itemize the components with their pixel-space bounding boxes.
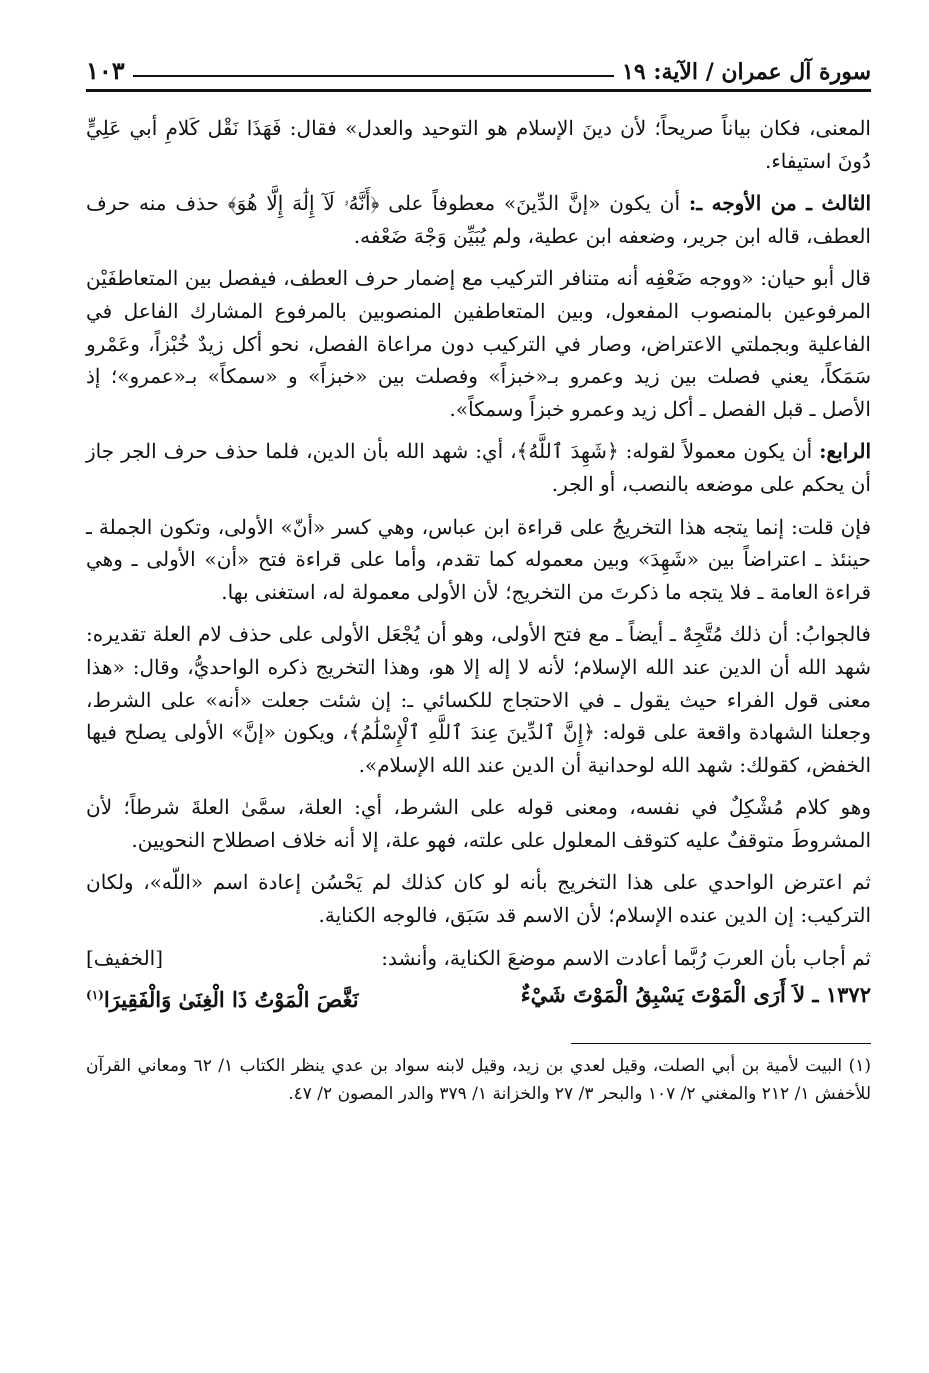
running-header	[86, 48, 871, 92]
paragraph-lead: الرابع:	[819, 439, 872, 464]
footnote-text: البيت لأمية بن أبي الصلت، وقيل لعدي بن زيد، وقيل لابنه سواد بن عدي ينظر الكتاب ١/ ٦٢ ومعاني القرآن للأخفش ١/ ٢١٢ والمغني ٢/ ١٠٧ والبحر ٣/ ٢٧ والخزانة ١/ ٣٧٩ والدر المصون ٢/ ٤٧.	[86, 1056, 871, 1105]
paragraph-text: ثم أجاب بأن العربَ رُبَّما أعادت الاسم موضعَ الكناية، وأنشد:	[381, 945, 871, 970]
paragraph-8	[86, 866, 871, 931]
paragraph-2	[86, 187, 871, 252]
verse-hemistich-2: نَغَّصَ الْمَوْتُ ذَا الْغِنَىٰ وَالْفَقِيرَا	[103, 987, 359, 1013]
paragraph-text: ثم اعترض الواحدي على هذا التخريج بأنه لو كان كذلك لم يَحْسُن إعادة اسم «اللّه»، ولكان التركيب: إن الدين عنده الإسلام؛ لأن الاسم قد سَبَق، فالوجه الكناية.	[86, 870, 871, 928]
header-rule	[133, 75, 614, 77]
verse-number: ١٣٧٢ ـ	[812, 982, 871, 1008]
surah-title: سورة آل عمران / الآية: ١٩	[622, 59, 871, 85]
page-number: ١٠٣	[86, 56, 125, 85]
verse-left	[86, 978, 359, 1017]
paragraph-text: وهو كلام مُشْكِلٌ في نفسه، ومعنى قوله على الشرط، أي: العلة، سمَّىٰ العلةَ شرطاً؛ لأن المشروطَ متوقفٌ عليه كتوقف المعلول على علته، فهو علة، إلا أنه خلاف اصطلاح النحويين.	[86, 795, 871, 852]
verse-right	[521, 978, 871, 1017]
poetic-meter: [الخفيف]	[86, 945, 164, 970]
paragraph-text: أن يكون «إنَّ الدِّينَ» معطوفاً على ﴿أَنَّهُۥ لَآ إِلَٰهَ إِلَّا هُوَ﴾ حذف منه حرف العطف، قاله ابن جرير، وضعفه ابن عطية، ولم يُبَيِّن وَجْهَ ضَعْفه.	[86, 191, 871, 248]
footnote	[86, 1052, 871, 1108]
paragraph-text: المعنى، فكان بياناً صريحاً؛ لأن دينَ الإسلام هو التوحيد والعدل» فقال: فَهَذَا نَقْل كَلامِ أبي عَلِيٍّ دُونَ استيفاء.	[86, 116, 871, 173]
paragraph-text: فإن قلت: إنما يتجه هذا التخريجُ على قراءة ابن عباس، وهي كسر «أنّ» الأولى، وتكون الجملة ـ حينئذ ـ اعتراضاً بين «شَهِدَ» وبين معموله كما تقدم، وأما على قراءة فتح «أن» الأولى ـ وهي قراءة العامة ـ فلا يتجه ما ذكرتَ من التخريج؛ لأن الأولى معمولة له، استغنى بها.	[86, 514, 871, 604]
paragraph-9	[86, 942, 871, 975]
verse-line	[86, 978, 871, 1017]
paragraph-7	[86, 791, 871, 856]
paragraph-lead: الثالث ـ من الأوجه ـ:	[688, 191, 871, 216]
verse-hemistich-1: لاَ أَرَى الْمَوْتَ يَسْبِقُ الْمَوْتَ شَيْءٌ	[520, 982, 806, 1008]
paragraph-3	[86, 262, 871, 425]
footnote-marker: (١)	[848, 1056, 872, 1077]
paragraph-5	[86, 511, 871, 609]
paragraph-text: قال أبو حيان: «ووجه ضَعْفِه أنه متنافر التركيب مع إضمار حرف العطف، فيفصل بين المتعاطفَيْن المرفوعين بالمنصوب المفعول، وبين المتعاطفين المنصوبين بالمرفوع المشارك الفاعل في الفاعلية وبجملتي الاعتراض، وصار في التركيب دون مراعاة الفصل، نحو أكل زيدٌ خُبْزاً، وعَمْرو سَمَكاً، يعني فصلت بين زيد وعمرو بـ«خبزاً» وفصلت بين «خبزاً» و «سمكاً» بـ«عمرو»؛ إذ الأصل ـ قبل الفصل ـ أكل زيد وعمرو خبزاً وسمكاً».	[86, 266, 871, 421]
paragraph-4	[86, 435, 871, 500]
paragraph-text: فالجوابُ: أن ذلك مُتَّجِهٌ ـ أيضاً ـ مع فتح الأولى، وهو أن يُجْعَل الأولى على حذف لام العلة تقديره: شهد الله أن الدين عند الله الإسلام؛ لأنه لا إله إلا هو، وهذا التخريج ذكره الواحديُّ، وقال: «هذا معنى قول الفراء حيث يقول ـ في الاحتجاج للكسائي ـ: إن شئت جعلت «أنه» على الشرط، وجعلنا الشهادة واقعة على قوله: ﴿إِنَّ ٱلدِّينَ عِندَ ٱللَّهِ ٱلْإِسْلَٰمُ﴾، ويكون «إنَّ» الأولى يصلح فيها الخفض، كقولك: شهد الله لوحدانية أن الدين عند الله الإسلام».	[86, 622, 871, 777]
footnote-reference: (١)	[86, 988, 104, 1003]
body-text	[86, 112, 871, 1108]
footnote-separator	[571, 1043, 871, 1044]
paragraph-6	[86, 618, 871, 781]
paragraph-1	[86, 112, 871, 177]
paragraph-text: أن يكون معمولاً لقوله: ﴿شَهِدَ ٱللَّهُ﴾، أي: شهد الله بأن الدين، فلما حذف حرف الجر جاز أن يحكم على موضعه بالنصب، أو الجر.	[86, 439, 871, 496]
